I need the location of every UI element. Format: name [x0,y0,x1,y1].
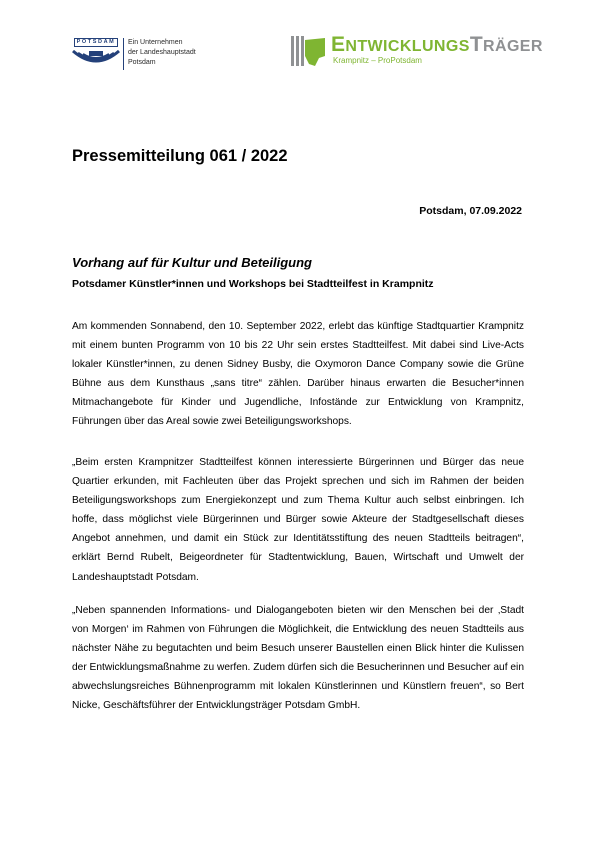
entwicklungstraeger-mark-icon [291,34,327,70]
potsdam-logo-word: POTSDAM [74,38,118,47]
body-paragraph: „Neben spannenden Informations- und Dialogangeboten bieten wir den Menschen bei der ‚Stadt von Morgen‘ im Rahmen von Führungen die Möglichkeit, die Entwicklung des neuen Stadtteils aus nächster Nähe zu begutachten und beim Besuch unserer Baustellen einen Blick hinter die Kulissen der Entwicklungsmaßnahme zu werfen. Zudem dürfen sich die Besucherinnen und Besucher auf ein abwechslungsreiches Bühnenprogramm mit lokalen Künstlerinnen und Künstlern freuen“, so Bert Nicke, Geschäftsführer der Entwicklungsträger Potsdam GmbH. [72,605,524,712]
potsdam-logo-text [128,38,196,68]
etr-title-rest-2: RÄGER [483,38,543,55]
potsdam-text-line: der Landeshauptstadt [128,49,196,56]
document-date: Potsdam, 07.09.2022 [419,205,522,217]
body-paragraph: „Beim ersten Krampnitzer Stadtteilfest können interessierte Bürgerinnen und Bürger das neue Quartier erkunden, mit Fachleuten über das Projekt sprechen und sich im Rahmen der beiden Beteiligungsworkshops zum Energiekonzept und zum Thema Kultur auch selbst einbringen. Ich hoffe, dass möglichst viele Bürgerinnen und Bürger sowie Akteure der Stadtgesellschaft dieses Angebot annehmen, und damit ein Stück zur Identitätsstiftung des neuen Stadtteils beitragen“, erklärt Bernd Rubelt, Beigeordneter für Stadtentwicklung, Bauen, Wirtschaft und Umwelt der Landeshauptstadt Potsdam. [72,457,524,583]
etr-title-cap: E [331,33,346,56]
subheadline: Potsdamer Künstler*innen und Workshops bei Stadtteilfest in Krampnitz [72,278,434,290]
potsdam-text-line: Ein Unternehmen [128,39,183,46]
body-paragraph: Am kommenden Sonnabend, den 10. September 2022, erlebt das künftige Stadtquartier Krampnitz mit einem bunten Programm von 10 bis 22 Uhr sein erstes Stadtteilfest. Mit dabei sind Live-Acts lokaler Künstler*innen, zu denen Sidney Busby, die Oxymoron Dance Company sowie die Grüne Bühne aus dem Kunsthaus „sans titre“ zählen. Darüber hinaus erwarten die Besucher*innen Mitmachangebote für Kinder und Jugendliche, Infostände zur Entwicklung von Krampnitz, Führungen über das Areal sowie zwei Beteiligungsworkshops. [72,321,524,428]
headline: Vorhang auf für Kultur und Beteiligung [72,255,312,270]
potsdam-wave-icon [72,48,120,72]
entwicklungstraeger-logo-subtitle: Krampnitz – ProPotsdam [333,56,422,65]
document-title: Pressemitteilung 061 / 2022 [72,147,288,165]
etr-title-cap-2: T [469,33,484,56]
etr-title-rest: NTWICKLUNGS [345,38,470,55]
potsdam-text-line: Potsdam [128,59,156,66]
potsdam-logo-divider [123,38,124,70]
potsdam-logo [72,38,120,72]
